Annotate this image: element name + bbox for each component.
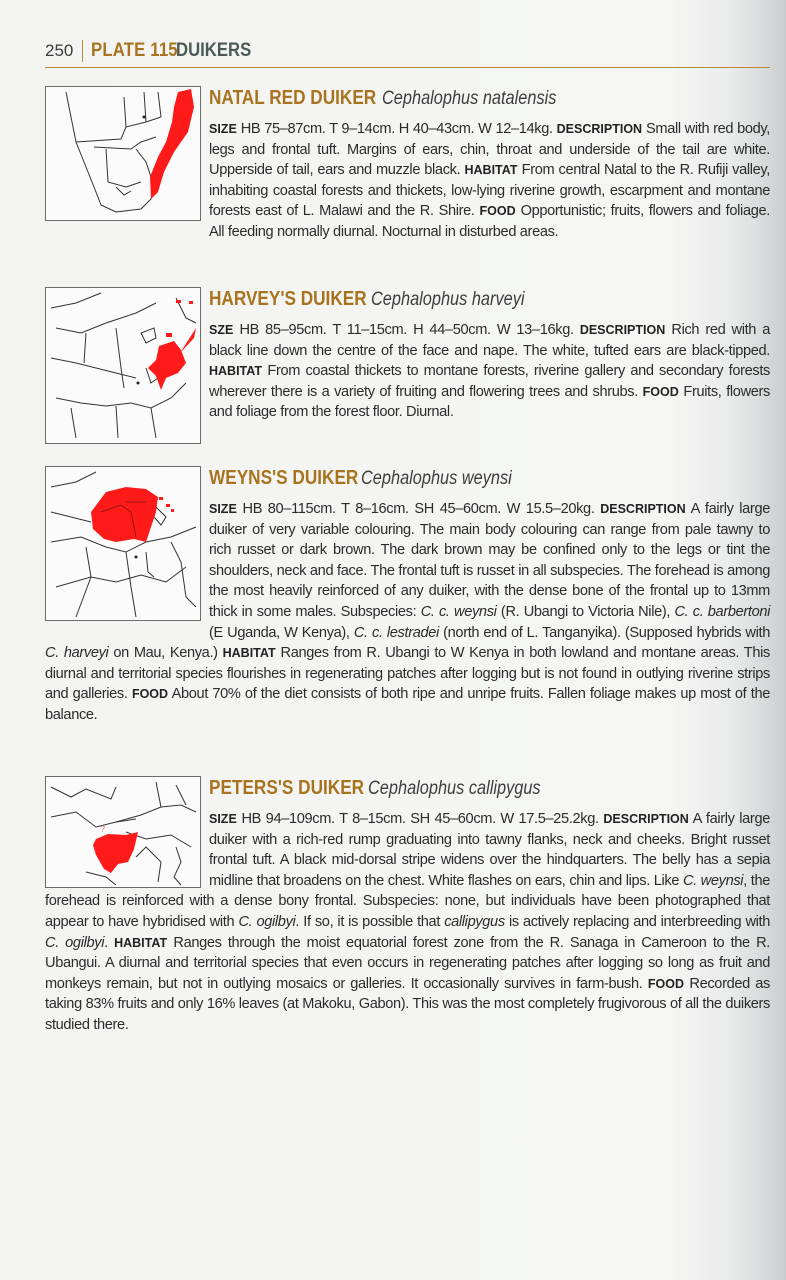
habitat-text: From coastal thickets to montane forests, riverine gallery and secondary forests wherever there is a variety of fruiting and flowering trees and shrubs. — [209, 363, 770, 400]
common-name: WEYNS'S DUIKER — [209, 467, 359, 489]
description-text: Small with red body, legs and frontal tuft. Margins of ears, chin, throat and underside of the tail are white. Upperside of tail, ears and muzzle black. — [209, 121, 770, 179]
hybrid-species-name: C. harveyi — [45, 645, 109, 662]
size-label: SZE — [209, 323, 234, 337]
description-text: is actively replacing and interbreeding with — [504, 913, 770, 930]
food-label: FOOD — [131, 687, 169, 702]
food-text: Opportunistic; fruits, flowers and foliage. All feeding normally diurnal. Nocturnal in disturbed areas. — [209, 203, 770, 240]
scientific-name: Cephalophus harveyi — [370, 289, 525, 310]
food-label: FOOD — [479, 204, 516, 219]
page-number: 250 — [45, 40, 83, 62]
description-text: . — [104, 934, 108, 951]
description-label: DESCRIPTION — [603, 812, 689, 826]
subspecies-range: (E Uganda, W Kenya), — [209, 624, 354, 641]
food-text: Recorded as taking 83% fruits and only 16% leaves (at Makoku, Gabon). This was the most completely frugivorous of all the duikers studied there. — [45, 975, 770, 1033]
description-label: DESCRIPTION — [556, 122, 643, 136]
scientific-name: Cephalophus callipygus — [367, 778, 541, 799]
scientific-name: Cephalophus natalensis — [381, 88, 557, 109]
subspecies-range: (R. Ubangi to Victoria Nile), — [496, 603, 675, 620]
description-label: DESCRIPTION — [579, 323, 666, 337]
habitat-text: Ranges through the moist equatorial forest zone from the R. Sanaga in Cameroon to the R. Ubangui. A diurnal and territorial species that even occurs in regenerating patches after logging so long as fruit and monkeys remain, but not in outlying mosaics or galleries. It occasionally survives in farm-bush. — [45, 934, 770, 992]
species-entry-harveys-duiker — [45, 287, 770, 446]
habitat-text: Ranges from R. Ubangi to W Kenya in both lowland and montane areas. This diurnal and territorial species flourishes in regenerating patches after logging but is not found in outlying riverine strips and galleries. — [45, 645, 770, 703]
east-africa-map-icon — [46, 288, 200, 443]
description-text: . If so, it is possible that — [295, 913, 445, 930]
description-text: A fairly large duiker of very variable colouring. The main body colouring can range from pale tawny to rich russet or dark brown. The dark brown may be confined only to the legs or tint the shoulders, neck and face. The frontal tuft is russet in all subspecies. The forehead is among the most heavily reinforced of any duiker, with the dense bone of the frontal up to 13mm thick in some males. Subspecies: — [209, 501, 770, 620]
subspecies-name: C. c. weynsi — [420, 603, 497, 620]
habitat-text: From central Natal to the R. Rufiji valley, inhabiting coastal forests and thickets, low-lying riverine growth, escarpment and montane forests east of L. Malawi and the R. Shire. — [209, 162, 770, 220]
food-text: About 70% of the diet consists of both ripe and unripe fruits. Fallen foliage makes up most of the balance. — [45, 686, 770, 723]
common-name: PETERS'S DUIKER — [209, 777, 365, 799]
related-species-name: C. ogilbyi — [238, 913, 296, 930]
description-text: Rich red with a black line down the centre of the face and nape. The white, tufted ears are black-tipped. — [209, 322, 770, 359]
west-central-africa-map-icon — [46, 777, 200, 887]
southern-africa-map-icon — [46, 87, 200, 220]
size-label: SIZE — [209, 502, 237, 516]
central-africa-map-icon — [46, 467, 200, 620]
size-value: HB 80–115cm. T 8–16cm. SH 45–60cm. W 15.5–20kg. — [242, 501, 595, 517]
description-label: DESCRIPTION — [600, 502, 686, 516]
species-entry-weynss-duiker — [45, 466, 770, 726]
plate-number: PLATE 115 — [91, 40, 179, 61]
food-text: Fruits, flowers and foliage from the forest floor. Diurnal. — [209, 383, 770, 421]
common-name: HARVEY'S DUIKER — [209, 288, 367, 310]
food-label: FOOD — [647, 976, 684, 991]
habitat-label: HABITAT — [222, 646, 276, 661]
species-entry-natal-red-duiker — [45, 86, 770, 243]
range-map-icon — [45, 776, 201, 888]
plate-title: DUIKERS — [175, 40, 252, 61]
size-label: SIZE — [209, 812, 237, 826]
range-map-icon — [45, 466, 201, 621]
size-value: HB 94–109cm. T 8–15cm. SH 45–60cm. W 17.5–25.2kg. — [241, 811, 599, 827]
hybrid-range: on Mau, Kenya.) — [108, 645, 218, 662]
page-header — [45, 38, 770, 68]
common-name: NATAL RED DUIKER — [209, 87, 377, 109]
related-species-name: C. weynsi — [682, 872, 744, 889]
habitat-label: HABITAT — [464, 163, 518, 178]
description-text: , the forehead is reinforced with a dense bony frontal. Subspecies: none, but individuals have been photographed that appear to have hybridised with — [45, 872, 770, 930]
size-value: HB 85–95cm. T 11–15cm. H 44–50cm. W 13–16kg. — [239, 322, 574, 338]
description-text: A fairly large duiker with a rich-red rump graduating into tawny flanks, neck and cheeks. Bright russet frontal tuft. A black mid-dorsal stripe widens over the hindquarters. The belly has a sepia midline that broadens on the chest. White flashes on ears, chin and lips. Like — [209, 811, 770, 889]
size-value: HB 75–87cm. T 9–14cm. H 40–43cm. W 12–14kg. — [240, 121, 553, 137]
food-label: FOOD — [642, 384, 679, 399]
size-label: SIZE — [209, 122, 237, 136]
habitat-label: HABITAT — [209, 364, 262, 379]
book-page — [45, 38, 770, 68]
svg-text:?: ? — [100, 824, 106, 834]
range-map-icon — [45, 86, 201, 221]
related-species-name: C. ogilbyi — [45, 934, 105, 951]
range-map-icon — [45, 287, 201, 444]
species-entry-peterss-duiker — [45, 776, 770, 1036]
habitat-label: HABITAT — [114, 935, 168, 950]
scientific-name: Cephalophus weynsi — [361, 468, 512, 489]
subspecies-range: (north end of L. Tanganyika). (Supposed hybrids with — [438, 624, 770, 641]
subspecies-name: C. c. lestradei — [353, 624, 439, 641]
species-epithet: callipygus — [444, 913, 505, 930]
subspecies-name: C. c. barbertoni — [674, 603, 771, 620]
